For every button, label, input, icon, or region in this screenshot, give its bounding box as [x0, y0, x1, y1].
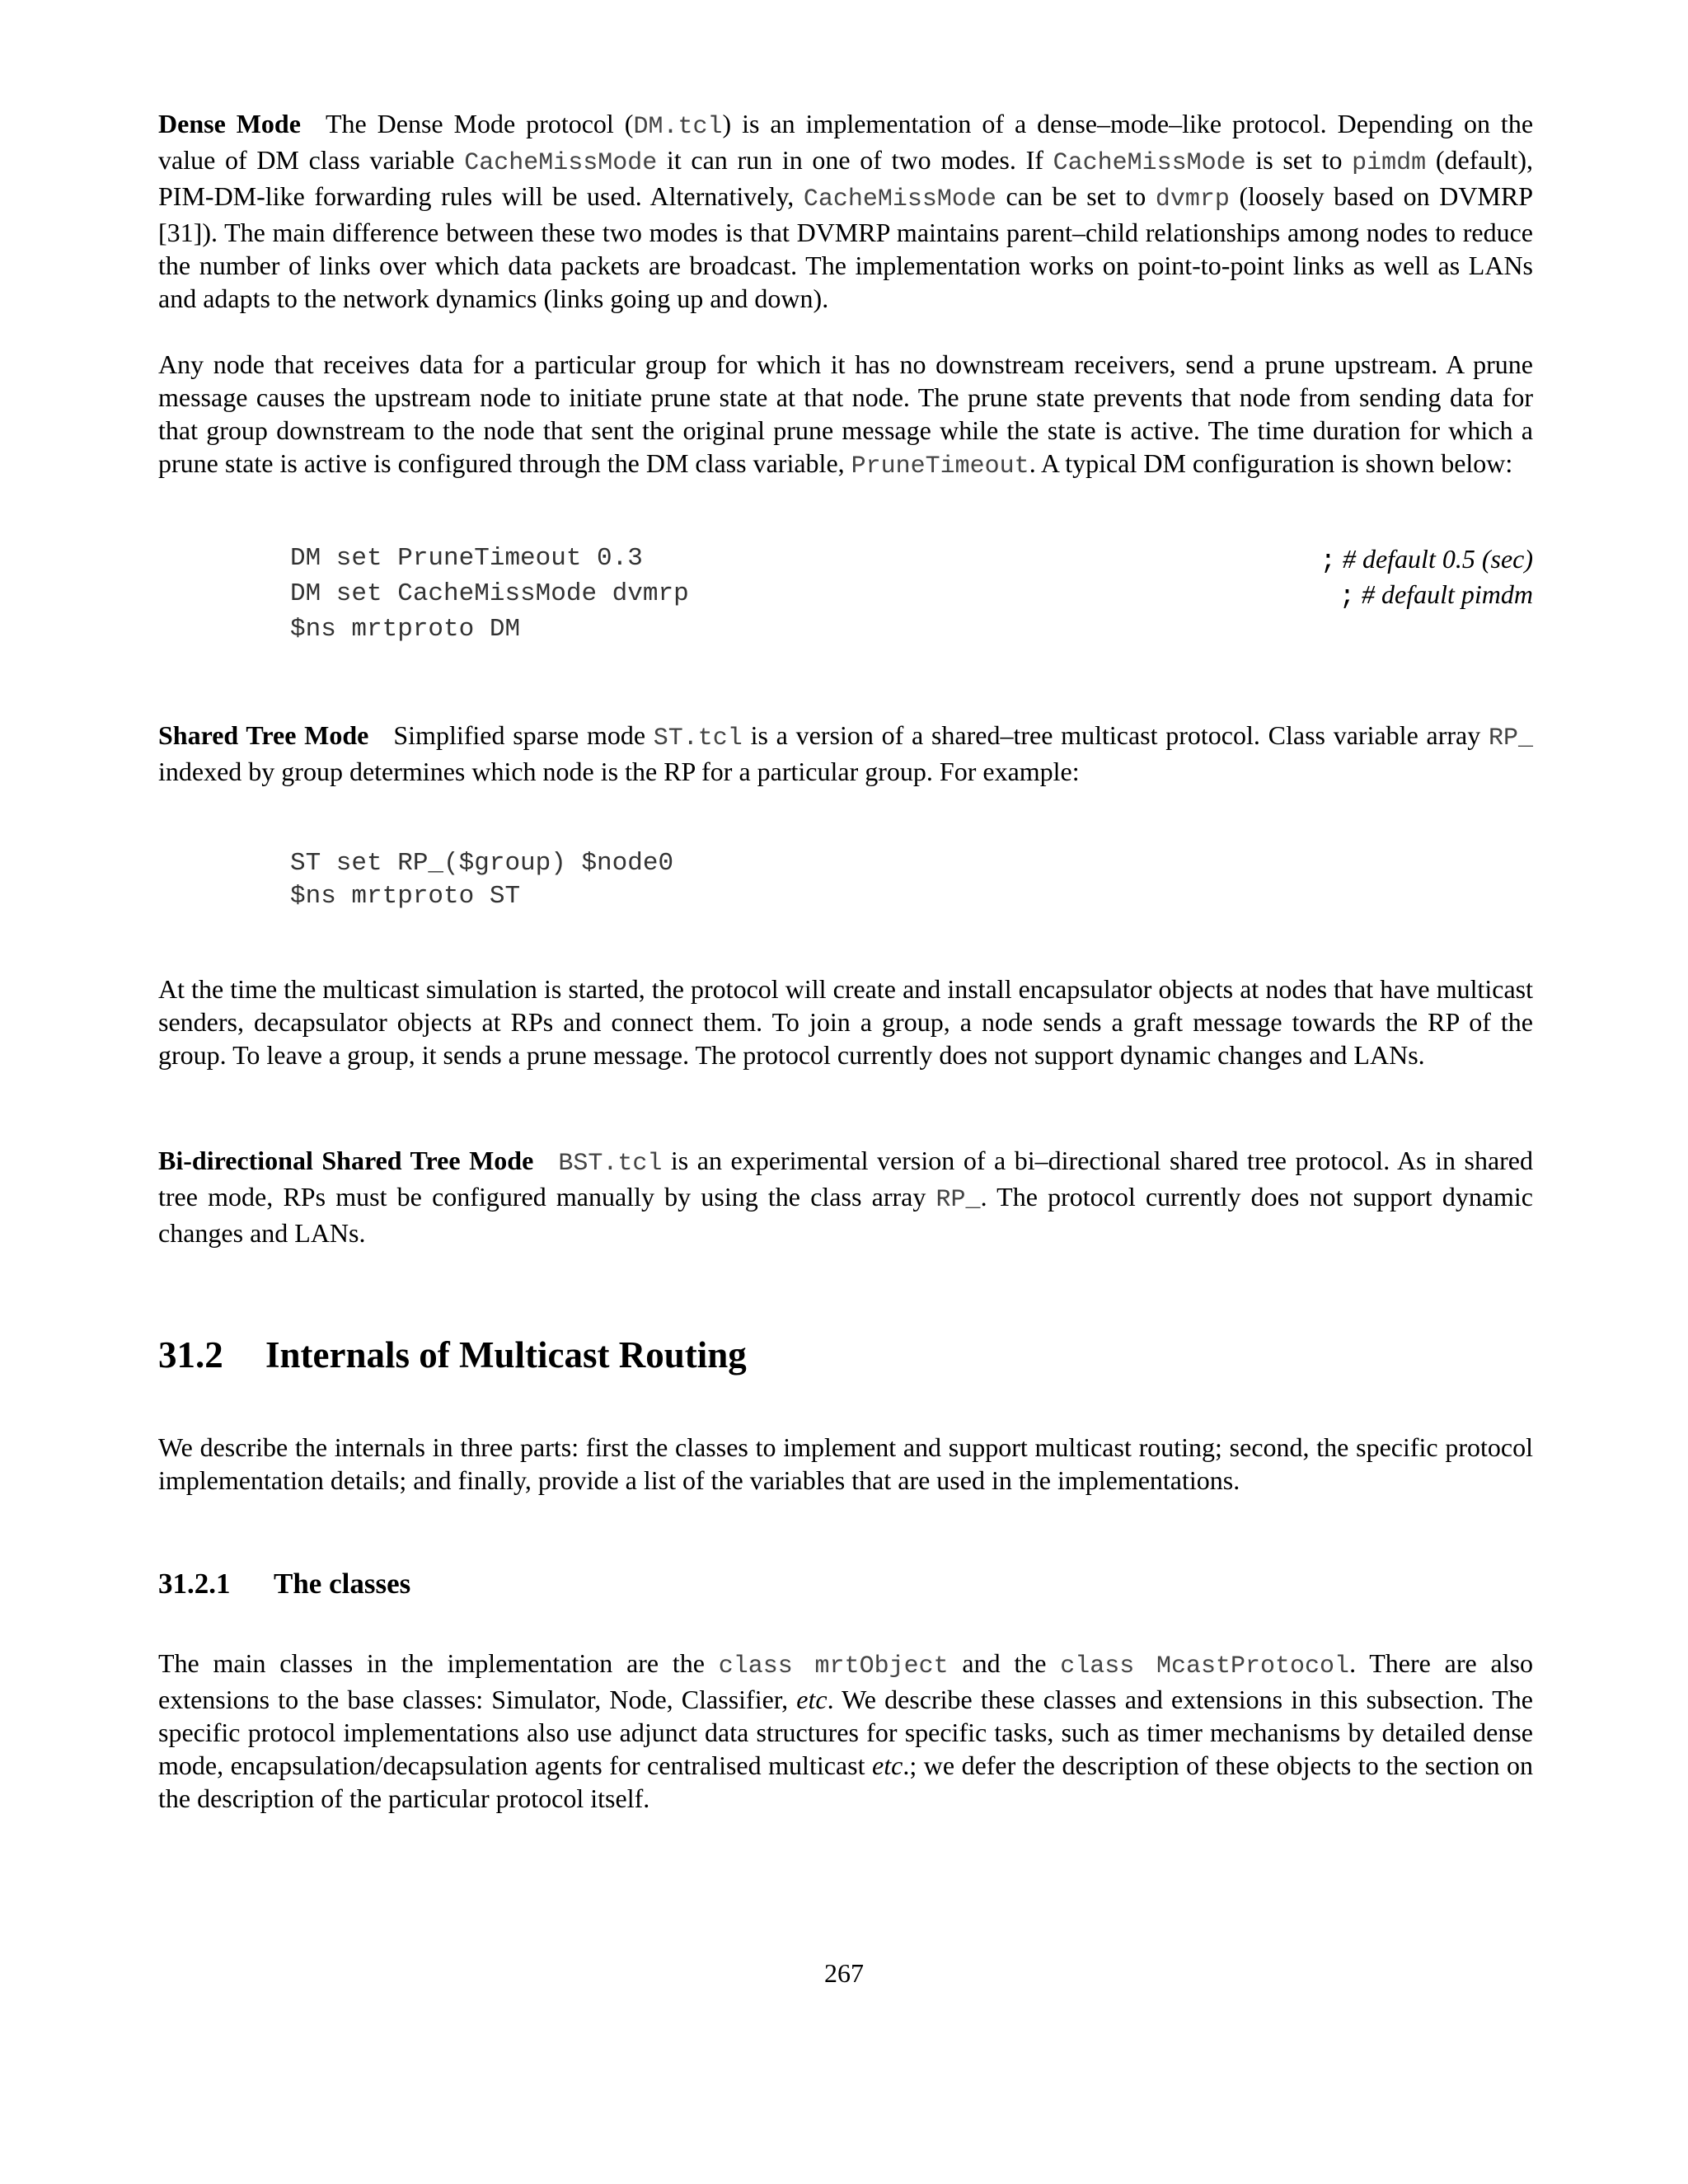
section-intro-paragraph: [158, 1431, 1533, 1497]
code-term: CacheMissMode: [803, 185, 996, 213]
text: indexed by group determines which node is the RP for a particular group. For example:: [158, 757, 1080, 786]
code-term: pimdm: [1352, 149, 1427, 177]
code-text: $ns mrtproto DM: [290, 615, 521, 644]
text: (loosely based on DVMRP [31]). The main difference between these two modes is that DVMRP maintains parent–child relationships among nodes to reduce the number of links over which data packets are broadcast. The implementation works on point-to-point links as well as LANs and adapts to the network dynamics (links going up and down).: [158, 181, 1534, 313]
code-text: $ns mrtproto ST: [290, 882, 521, 911]
code-term: class McastProtocol: [1060, 1652, 1350, 1680]
text: can be set to: [996, 181, 1156, 211]
subsection-heading: [158, 1566, 1533, 1602]
text: At the time the multicast simulation is started, the protocol will create and install encapsulator objects at nodes that have multicast senders, decapsulator objects at RPs and connect them. To join a group, a node sends a graft message towards the RP of the group. To leave a group, it sends a prune message. The protocol currently does not support dynamic changes and LANs.: [158, 974, 1533, 1070]
code-term: RP_: [1489, 724, 1534, 752]
code-term: CacheMissMode: [1053, 149, 1246, 177]
text: is set to: [1245, 145, 1353, 175]
text: . There are also extensions to the base classes: Simulator, Node, Classifier,: [158, 1648, 1534, 1714]
code-term: BST.tcl: [558, 1150, 663, 1178]
shared-tree-heading: Shared Tree Mode: [158, 720, 369, 750]
code-term: class mrtObject: [718, 1652, 949, 1680]
multicast-start-paragraph: [158, 972, 1533, 1071]
document-page: [158, 107, 1533, 1815]
subsection-title: The classes: [274, 1568, 411, 1600]
code-term: DM.tcl: [633, 113, 723, 141]
text: The main classes in the implementation are the: [158, 1648, 719, 1678]
text: . A typical DM configuration is shown below:: [1029, 448, 1513, 478]
dense-mode-paragraph: [158, 107, 1533, 315]
code-term: CacheMissMode: [464, 149, 658, 177]
code-line: [290, 613, 1533, 646]
text: Any node that receives data for a particular group for which it has no downstream receivers, send a prune upstream. A prune message causes the upstream node to initiate prune state at that node. The prune state prevents that node from sending data for that group downstream to the node that sent the original prune message while the state is active. The time duration for which a prune state is active is configured through the DM class variable,: [158, 349, 1533, 478]
text-italic: etc: [872, 1750, 903, 1780]
text: Simplified sparse mode: [393, 720, 654, 750]
code-line: [290, 880, 1533, 913]
code-text: DM set CacheMissMode dvmrp: [290, 579, 689, 608]
subsection-number: 31.2.1: [158, 1568, 231, 1600]
section-heading: [158, 1332, 1533, 1378]
code-comment: ; # default 0.5 (sec): [1320, 544, 1533, 576]
code-text: DM set PruneTimeout 0.3: [290, 544, 643, 573]
code-line: [290, 847, 1533, 880]
code-term: ST.tcl: [653, 724, 743, 752]
text: it can run in one of two modes. If: [657, 145, 1053, 175]
text: We describe the internals in three parts: first the classes to implement and support multicast routing; second, the specific protocol implementation details; and finally, provide a list of the variables that are used in the implementations.: [158, 1432, 1533, 1495]
section-title: Internals of Multicast Routing: [265, 1334, 747, 1376]
text: and the: [948, 1648, 1061, 1678]
bidir-heading: Bi-directional Shared Tree Mode: [158, 1146, 534, 1175]
text: is a version of a shared–tree multicast protocol. Class variable array: [742, 720, 1489, 750]
bidir-paragraph: [158, 1144, 1533, 1249]
code-comment: ; # default pimdm: [1339, 579, 1533, 612]
code-term: PruneTimeout: [851, 452, 1029, 480]
text: ) is an implementation of a dense–mode–like protocol. Depending on the value of DM class variable: [158, 109, 1534, 175]
code-line: [290, 578, 1533, 613]
text: is an experimental version of a bi–directional shared tree protocol. As in shared tree mode, RPs must be configured manually by using the class array: [158, 1146, 1534, 1212]
code-term: RP_: [935, 1186, 981, 1214]
st-config-code-block: [290, 847, 1533, 913]
code-term: dvmrp: [1155, 185, 1230, 213]
text: The Dense Mode protocol (: [325, 109, 634, 138]
text: (default), PIM-DM-like forwarding rules will be used. Alternatively,: [158, 145, 1534, 211]
code-line: [290, 542, 1533, 578]
code-text: ST set RP_($group) $node0: [290, 849, 674, 878]
section-number: 31.2: [158, 1334, 223, 1376]
text-italic: etc: [796, 1685, 828, 1714]
text: . The protocol currently does not support dynamic changes and LANs.: [158, 1182, 1534, 1248]
dense-mode-heading: Dense Mode: [158, 109, 301, 138]
page-number: 267: [824, 1958, 864, 1988]
prune-paragraph: [158, 348, 1533, 483]
classes-paragraph: [158, 1647, 1533, 1815]
text: . We describe these classes and extensions in this subsection. The specific protocol implementations also use adjunct data structures for specific tasks, such as timer mechanisms by detailed dense mode, encapsulation/decapsulation agents for centralised multicast: [158, 1685, 1534, 1780]
dm-config-code-block: [290, 542, 1533, 646]
shared-tree-paragraph: [158, 719, 1533, 788]
text: .; we defer the description of these objects to the section on the description of the particular protocol itself.: [158, 1750, 1534, 1813]
